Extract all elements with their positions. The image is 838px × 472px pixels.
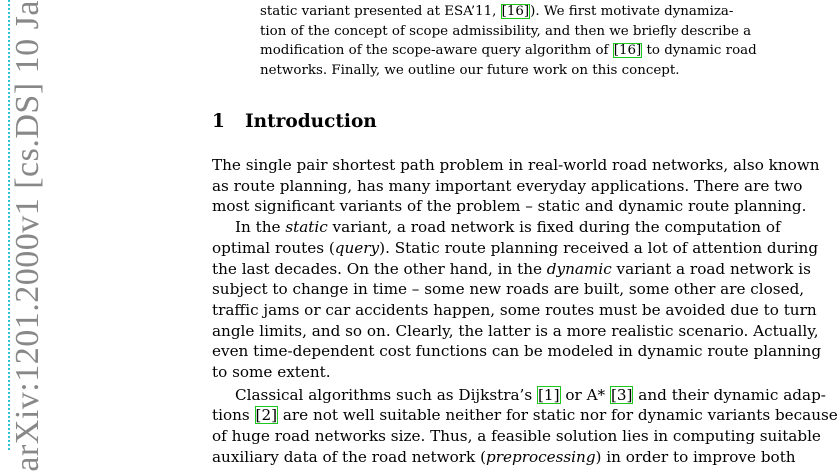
paragraph-line: subject to change in time – some new roads are built, some other are closed, (212, 280, 805, 299)
abstract-line: networks. Finally, we outline our future work on this concept. (260, 62, 680, 78)
paragraph-line: auxiliary data of the road network (preprocessing) in order to improve both (212, 447, 796, 466)
paragraph-line: most significant variants of the problem – static and dynamic route planning. (212, 197, 807, 216)
body-text (212, 155, 838, 468)
paragraph-line: In the static variant, a road network is fixed during the computation of (235, 218, 781, 237)
paragraph-line: The single pair shortest path problem in real-world road networks, also known (212, 156, 820, 174)
section-number: 1 (212, 111, 225, 132)
arxiv-id: arXiv:1201.2000v1 [cs.DS] 10 Ja (9, 0, 46, 472)
citation-link[interactable]: [3] (610, 385, 633, 404)
paragraph-line: angle limits, and so on. Clearly, the latter is a more realistic scenario. Actually, (212, 321, 819, 340)
paragraph-line: tions [2] are not well suitable neither for static nor for dynamic variants because (212, 406, 838, 425)
section-title: Introduction (245, 111, 377, 132)
paragraph-line: to some extent. (212, 363, 331, 382)
abstract (260, 2, 757, 80)
paragraph-line: of huge road networks size. Thus, a feasible solution lies in computing suitable (212, 427, 821, 446)
citation-link[interactable]: [1] (538, 385, 560, 404)
paragraph-line: the last decades. On the other hand, in the dynamic variant a road network is (212, 259, 811, 278)
citation-link[interactable]: [16] (501, 4, 530, 19)
paragraph-line: even time-dependent cost functions can be modeled in dynamic route planning (212, 342, 822, 361)
abstract-line: tion of the concept of scope admissibility, and then we briefly describe a (260, 23, 752, 39)
paragraph-line: as route planning, has many important everyday applications. There are two (212, 176, 803, 195)
paragraph-line: Classical algorithms such as Dijkstra’s [1] or A* [3] and their dynamic adap- (235, 385, 826, 404)
paragraph-line: optimal routes (query). Static route planning received a lot of attention during (212, 238, 819, 257)
arxiv-stamp (2, 0, 48, 472)
abstract-line: static variant presented at ESA’11, [16]). We first motivate dynamiza- (260, 4, 734, 19)
citation-link[interactable]: [16] (613, 43, 642, 58)
abstract-line: modification of the scope-aware query algorithm of [16] to dynamic road (260, 43, 757, 58)
section-heading (212, 111, 377, 132)
paragraph-line: traffic jams or car accidents happen, some routes must be avoided due to turn (212, 300, 817, 319)
citation-link[interactable]: [2] (255, 406, 278, 425)
